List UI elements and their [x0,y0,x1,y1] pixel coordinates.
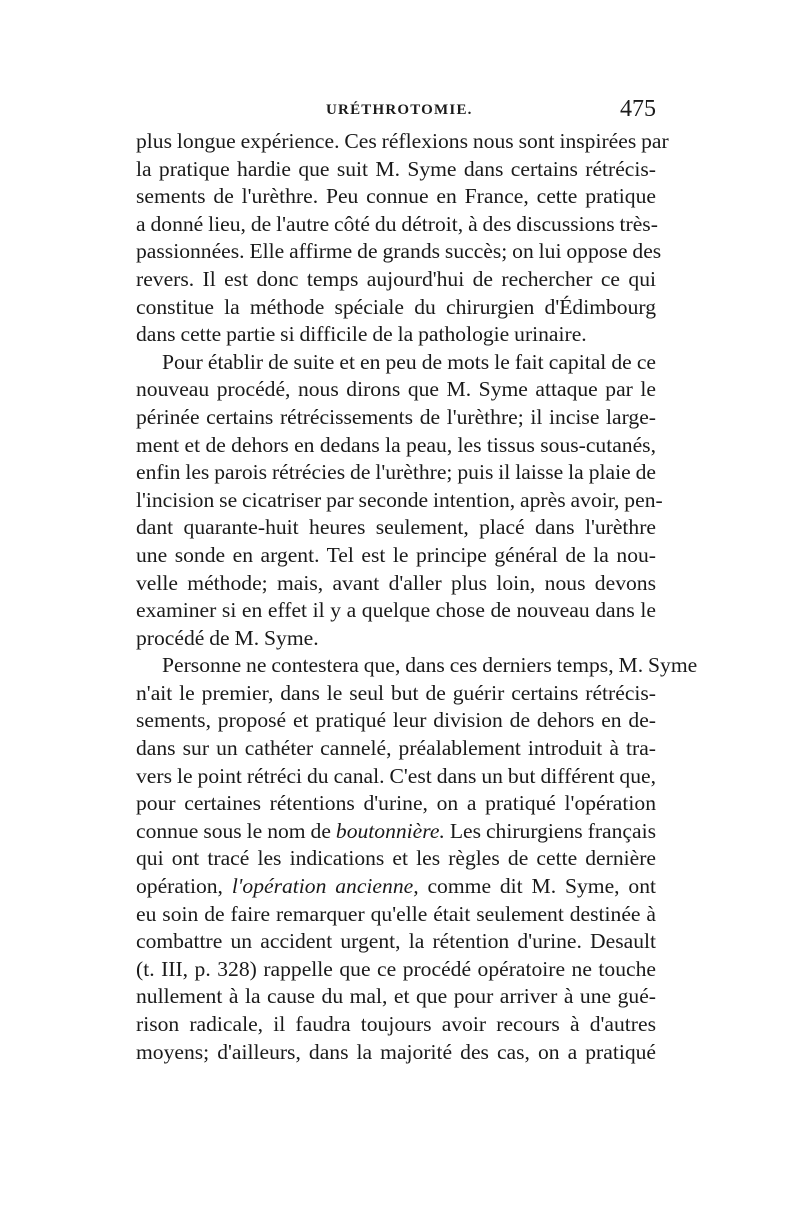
running-head [136,96,656,124]
text-line: Personne ne contestera que, dans ces derniers temps, M. Syme [162,653,698,678]
text-line: pour certaines rétentions d'urine, on a pratiqué l'opération [136,791,656,816]
text-line: nullement à la cause du mal, et que pour arriver à une gué- [136,984,656,1009]
paragraph [136,349,663,653]
text-segment: comme dit M. Syme, ont [418,874,657,899]
text-segment: opération, [136,874,232,899]
text-line: enfin les parois rétrécies de l'urèthre; puis il laisse la plaie de [136,460,656,485]
text-line: ment et de dehors en dedans la peau, les tissus sous-cutanés, [136,432,656,457]
paragraph [136,652,698,1066]
text-line: périnée certains rétrécissements de l'urèthre; il incise large- [136,404,656,429]
text-line: Pour établir de suite et en peu de mots le fait capital de ce [162,349,656,374]
text-line: qui ont tracé les indications et les règles de cette dernière [136,846,656,871]
text-line: une sonde en argent. Tel est le principe général de la nou- [136,542,656,567]
text-line: dans sur un cathéter cannelé, préalablement introduit à tra- [136,736,656,761]
page-number: 475 [620,96,656,122]
text-line: revers. Il est donc temps aujourd'hui de rechercher ce qui [136,266,656,291]
text-line: dans cette partie si difficile de la pathologie urinaire. [136,322,587,347]
text-segment: Les chirurgiens français [444,818,656,843]
italic-term: boutonnière. [335,818,445,843]
text-line: rison radicale, il faudra toujours avoir recours à d'autres [136,1012,656,1036]
text-line: eu soin de faire remarquer qu'elle était seulement destinée à [136,901,656,926]
italic-term: l'opération ancienne, [231,874,419,899]
text-line: sements de l'urèthre. Peu connue en France, cette pratique [136,184,656,209]
text-line: (t. III, p. 328) rappelle que ce procédé opératoire ne touche [136,956,656,981]
text-segment: connue sous le nom de [136,818,336,843]
text-line: passionnées. Elle affirme de grands succès; on lui oppose des [136,239,662,264]
text-line: moyens; d'ailleurs, dans la majorité des cas, on a pratiqué [136,1039,656,1064]
text-line: plus longue expérience. Ces réflexions nous sont inspirées par [136,129,669,153]
text-line: la pratique hardie que suit M. Syme dans certains rétrécis- [136,156,656,181]
text-line [136,818,656,846]
body-text [136,128,698,1066]
text-line: examiner si en effet il y a quelque chose de nouveau dans le [136,598,656,623]
text-line: l'incision se cicatriser par seconde intention, après avoir, pen- [136,487,663,512]
text-line: n'ait le premier, dans le seul but de guérir certains rétrécis- [136,680,656,705]
text-line: velle méthode; mais, avant d'aller plus loin, nous devons [136,570,656,595]
text-line: combattre un accident urgent, la rétention d'urine. Desault [136,929,656,954]
text-line: sements, proposé et pratiqué leur division de dehors en de- [136,708,656,733]
text-line: vers le point rétréci du canal. C'est dans un but différent que, [136,763,656,788]
paragraph [136,128,669,349]
text-line: nouveau procédé, nous dirons que M. Syme attaque par le [136,377,656,402]
text-line: a donné lieu, de l'autre côté du détroit, à des discussions très- [136,211,658,236]
text-line: procédé de M. Syme. [136,625,319,650]
text-line: constitue la méthode spéciale du chirurgien d'Édimbourg [136,294,656,319]
running-title: URÉTHROTOMIE. [326,102,473,118]
text-line [136,873,656,901]
text-line: dant quarante-huit heures seulement, placé dans l'urèthre [136,515,656,540]
